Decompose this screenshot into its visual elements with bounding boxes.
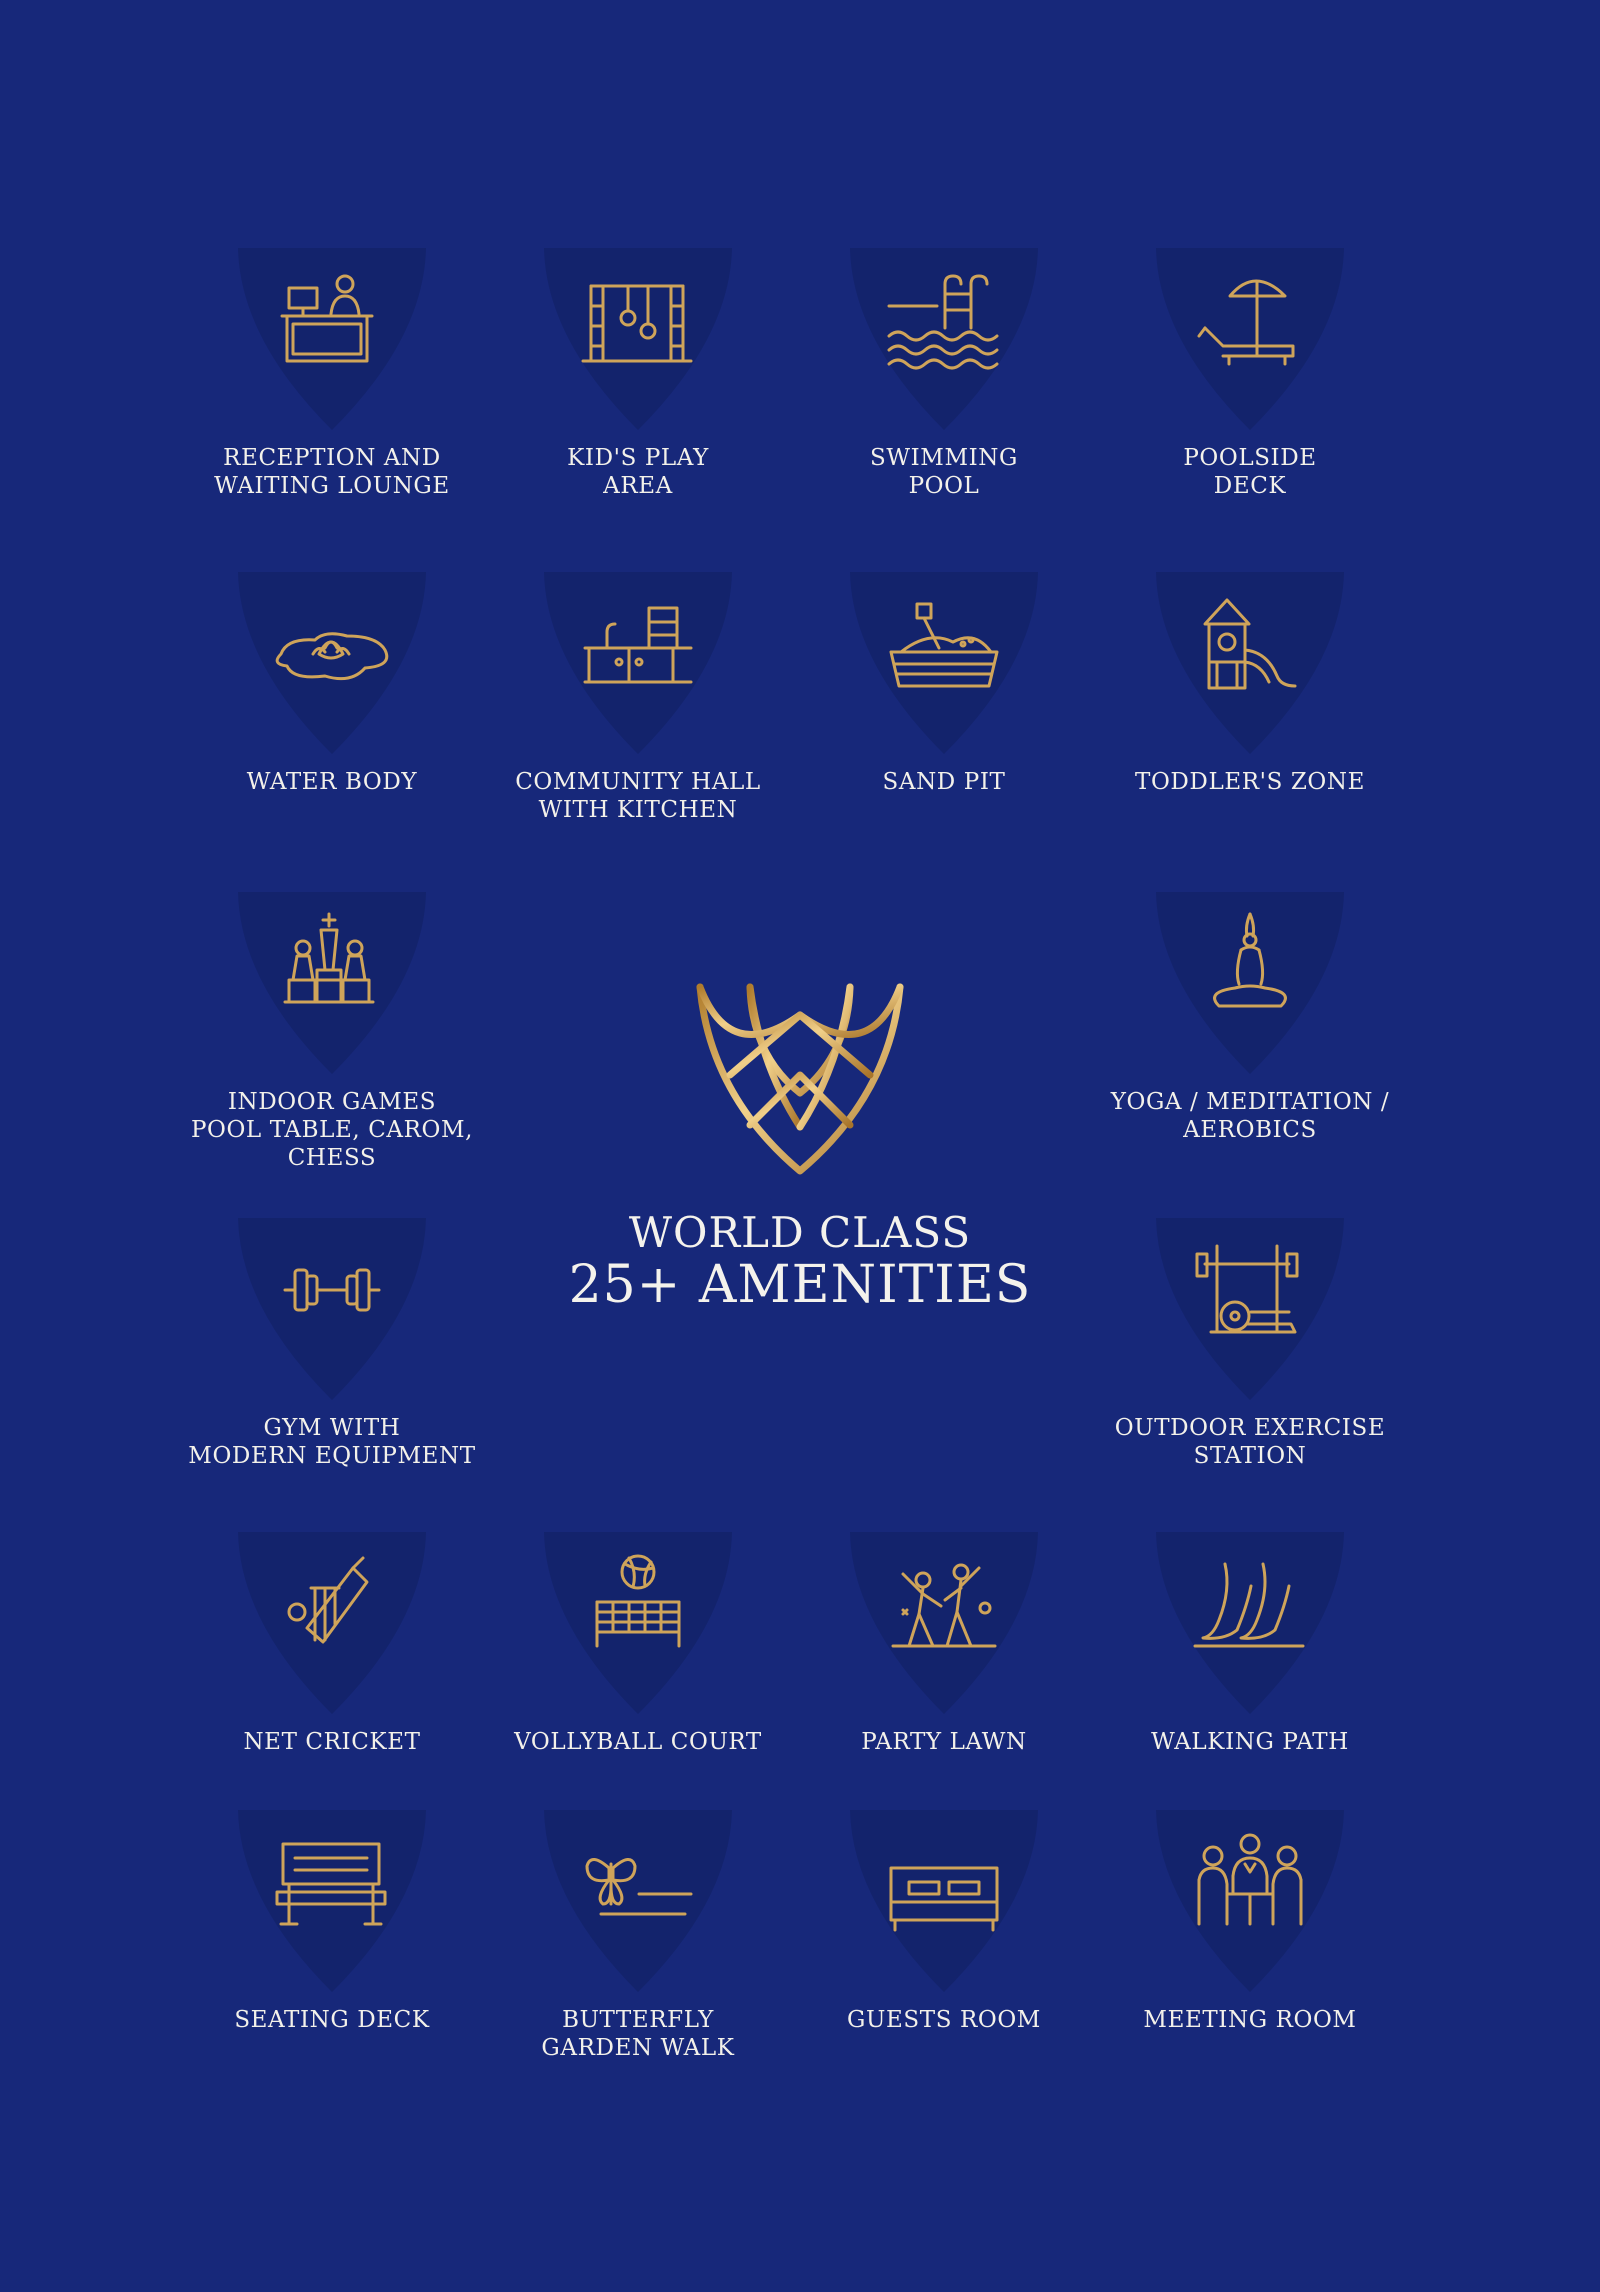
yoga-pose-icon <box>1185 910 1315 1020</box>
amenity-label <box>1070 1088 1430 1144</box>
shield-badge <box>238 892 426 1074</box>
shield-badge <box>1156 248 1344 430</box>
amenity-label-line2: WAITING LOUNGE <box>214 473 450 499</box>
bench-icon <box>267 1828 397 1938</box>
amenity-label-line2: MODERN EQUIPMENT <box>188 1443 476 1469</box>
bench-press-icon <box>1185 1236 1315 1346</box>
amenity-label-line1: PARTY LAWN <box>861 1729 1027 1755</box>
amenity-label-line2: AREA <box>603 473 673 499</box>
shield-badge <box>1156 572 1344 754</box>
amenity-label-line2: DECK <box>1213 473 1287 499</box>
amenity-label-line1: SEATING DECK <box>234 2007 430 2033</box>
butterfly-icon <box>573 1828 703 1938</box>
cricket-bat-icon <box>267 1550 397 1660</box>
dumbbell-icon <box>267 1236 397 1346</box>
amenity-label-line1: VOLLYBALL COURT <box>514 1729 762 1755</box>
amenity-label <box>152 1414 512 1470</box>
walking-feet-icon <box>1185 1550 1315 1660</box>
amenity-label-line2: GARDEN WALK <box>541 2035 735 2061</box>
shield-badge <box>850 572 1038 754</box>
center-title-line2: 25+ AMENITIES <box>568 1255 1032 1315</box>
pool-ladder-icon <box>879 266 1009 376</box>
amenity-label-line1: RECEPTION AND <box>223 445 441 471</box>
amenity-label-line1: POOLSIDE <box>1183 445 1317 471</box>
amenity-label-line1: YOGA / MEDITATION / <box>1110 1089 1390 1115</box>
amenity-label-line1: WATER BODY <box>246 769 418 795</box>
dancing-people-icon <box>879 1550 1009 1660</box>
shield-badge <box>544 1810 732 1992</box>
amenity-label <box>1070 2006 1430 2034</box>
amenity-label-line1: INDOOR GAMES <box>227 1089 437 1115</box>
amenity-label-line2: STATION <box>1193 1443 1307 1469</box>
shield-badge <box>850 1532 1038 1714</box>
monkey-bars-icon <box>573 266 703 376</box>
amenity-label-line1: GUESTS ROOM <box>847 2007 1041 2033</box>
playhouse-slide-icon <box>1185 590 1315 700</box>
amenity-label-line1: BUTTERFLY <box>562 2007 714 2033</box>
shield-badge <box>544 1532 732 1714</box>
chess-pieces-icon <box>267 910 397 1020</box>
amenity-label-line1: KID'S PLAY <box>567 445 709 471</box>
shield-badge <box>1156 1218 1344 1400</box>
shield-badge <box>238 1532 426 1714</box>
amenity-label-line1: COMMUNITY HALL <box>515 769 761 795</box>
meeting-people-icon <box>1185 1828 1315 1938</box>
shield-badge <box>1156 1532 1344 1714</box>
shield-badge <box>544 248 732 430</box>
amenity-label-line1: SWIMMING <box>870 445 1018 471</box>
amenity-label-line2: POOL <box>908 473 980 499</box>
shield-badge <box>544 572 732 754</box>
shield-badge <box>238 1218 426 1400</box>
beach-umbrella-lounger-icon <box>1185 266 1315 376</box>
amenity-label-line1: WALKING PATH <box>1151 1729 1349 1755</box>
center-title-line1: WORLD CLASS <box>628 1208 972 1257</box>
amenity-label <box>1070 444 1430 500</box>
amenity-label-line2: POOL TABLE, CAROM, CHESS <box>190 1117 474 1171</box>
w-crest-logo <box>690 975 910 1185</box>
shield-badge <box>850 248 1038 430</box>
amenity-label-line1: SAND PIT <box>882 769 1006 795</box>
amenity-label-line2: WITH KITCHEN <box>538 797 738 823</box>
amenity-label-line1: GYM WITH <box>263 1415 401 1441</box>
amenity-label <box>1070 768 1430 796</box>
shield-badge <box>238 248 426 430</box>
volleyball-net-icon <box>573 1550 703 1660</box>
amenity-label <box>1070 1728 1430 1756</box>
shield-badge <box>850 1810 1038 1992</box>
sandbox-shovel-icon <box>879 590 1009 700</box>
amenity-label-line1: NET CRICKET <box>243 1729 421 1755</box>
reception-desk-icon <box>267 266 397 376</box>
kitchen-counter-icon <box>573 590 703 700</box>
shield-badge <box>1156 892 1344 1074</box>
amenity-label-line2: AEROBICS <box>1183 1117 1317 1143</box>
amenity-label-line1: MEETING ROOM <box>1143 2007 1357 2033</box>
bed-icon <box>879 1828 1009 1938</box>
pond-lotus-icon <box>267 590 397 700</box>
shield-badge <box>238 572 426 754</box>
amenity-label <box>152 1088 512 1172</box>
amenity-label <box>1070 1414 1430 1470</box>
amenity-label-line1: TODDLER'S ZONE <box>1135 769 1365 795</box>
amenity-label-line1: OUTDOOR EXERCISE <box>1114 1415 1386 1441</box>
shield-badge <box>1156 1810 1344 1992</box>
shield-badge <box>238 1810 426 1992</box>
